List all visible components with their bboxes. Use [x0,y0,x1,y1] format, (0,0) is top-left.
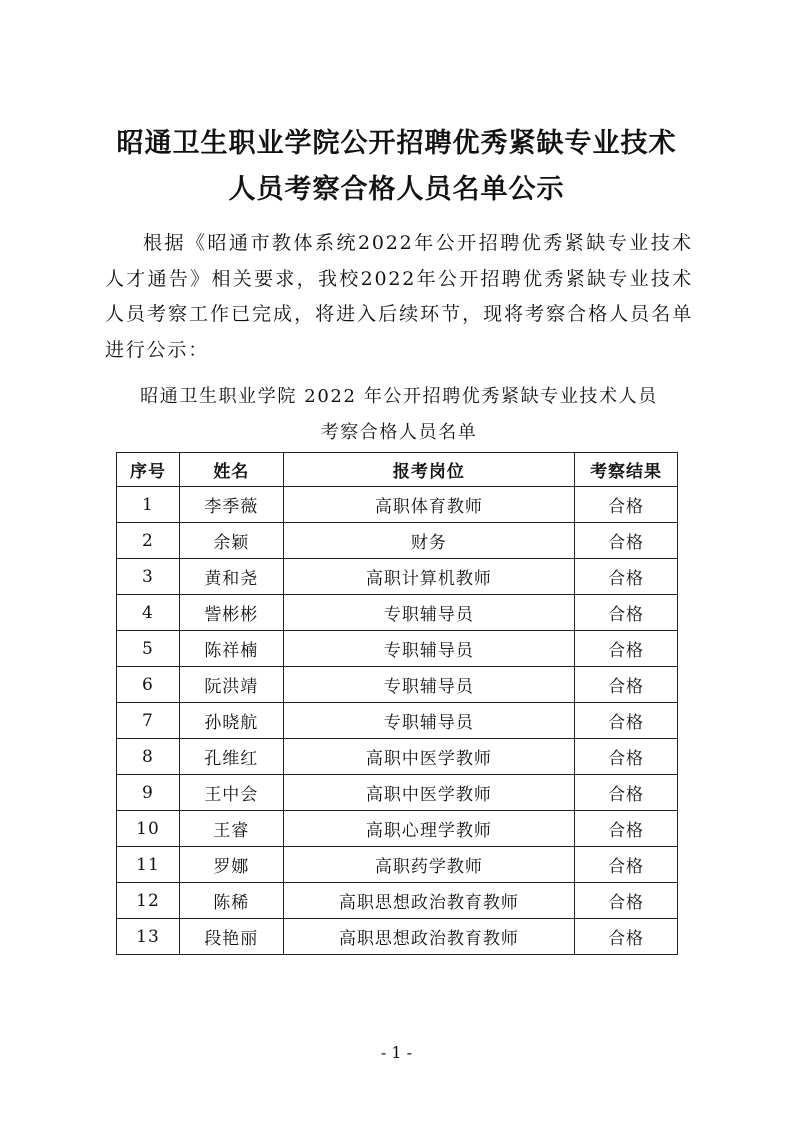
cell-result: 合格 [575,487,678,523]
cell-serial: 13 [117,919,180,955]
cell-name: 罗娜 [179,847,283,883]
cell-result: 合格 [575,739,678,775]
table-row [117,847,678,883]
cell-position: 专职辅导员 [283,631,574,667]
cell-result: 合格 [575,775,678,811]
page-number: - 1 - [380,1043,413,1062]
cell-result: 合格 [575,847,678,883]
table-row [117,523,678,559]
results-table [116,452,678,955]
cell-result: 合格 [575,811,678,847]
cell-serial: 1 [117,487,180,523]
table-header-row [117,453,678,487]
cell-name: 訾彬彬 [179,595,283,631]
table-caption-line-1: 昭通卫生职业学院 2022 年公开招聘优秀紧缺专业技术人员 [140,386,658,407]
cell-result: 合格 [575,919,678,955]
cell-serial: 3 [117,559,180,595]
header-name: 姓名 [179,453,283,487]
cell-serial: 8 [117,739,180,775]
cell-name: 陈稀 [179,883,283,919]
header-result: 考察结果 [575,453,678,487]
cell-serial: 2 [117,523,180,559]
table-row [117,559,678,595]
table-row [117,595,678,631]
document-title-line-1: 昭通卫生职业学院公开招聘优秀紧缺专业技术 [116,128,677,159]
cell-name: 黄和尧 [179,559,283,595]
document-title-line-2: 人员考察合格人员名单公示 [228,174,565,205]
cell-position: 高职思想政治教育教师 [283,919,574,955]
cell-position: 高职中医学教师 [283,775,574,811]
cell-position: 高职中医学教师 [283,739,574,775]
cell-position: 财务 [283,523,574,559]
cell-position: 专职辅导员 [283,667,574,703]
cell-serial: 9 [117,775,180,811]
cell-name: 孔维红 [179,739,283,775]
cell-serial: 5 [117,631,180,667]
cell-result: 合格 [575,559,678,595]
table-row [117,739,678,775]
cell-position: 专职辅导员 [283,595,574,631]
table-row [117,919,678,955]
cell-result: 合格 [575,631,678,667]
cell-name: 李季薇 [179,487,283,523]
table-row [117,667,678,703]
cell-name: 段艳丽 [179,919,283,955]
intro-paragraph: 根据《昭通市教体系统2022年公开招聘优秀紧缺专业技术人才通告》相关要求，我校2022年公开招聘优秀紧缺专业技术人员考察工作已完成，将进入后续环节，现将考察合格人员名单进行公示： [105,232,693,361]
cell-serial: 11 [117,847,180,883]
cell-position: 专职辅导员 [283,703,574,739]
cell-serial: 10 [117,811,180,847]
cell-result: 合格 [575,595,678,631]
cell-position: 高职计算机教师 [283,559,574,595]
cell-result: 合格 [575,667,678,703]
cell-position: 高职药学教师 [283,847,574,883]
table-caption-line-2: 考察合格人员名单 [320,422,478,443]
table-row [117,811,678,847]
table-row [117,631,678,667]
cell-position: 高职心理学教师 [283,811,574,847]
cell-name: 阮洪靖 [179,667,283,703]
cell-serial: 6 [117,667,180,703]
cell-serial: 12 [117,883,180,919]
cell-name: 王睿 [179,811,283,847]
table-row [117,487,678,523]
cell-serial: 4 [117,595,180,631]
cell-name: 王中会 [179,775,283,811]
cell-name: 陈祥楠 [179,631,283,667]
header-serial: 序号 [117,453,180,487]
cell-name: 余颖 [179,523,283,559]
header-position: 报考岗位 [283,453,574,487]
cell-position: 高职体育教师 [283,487,574,523]
cell-position: 高职思想政治教育教师 [283,883,574,919]
table-row [117,703,678,739]
cell-serial: 7 [117,703,180,739]
table-row [117,775,678,811]
cell-result: 合格 [575,703,678,739]
table-row [117,883,678,919]
cell-result: 合格 [575,883,678,919]
cell-result: 合格 [575,523,678,559]
cell-name: 孙晓航 [179,703,283,739]
